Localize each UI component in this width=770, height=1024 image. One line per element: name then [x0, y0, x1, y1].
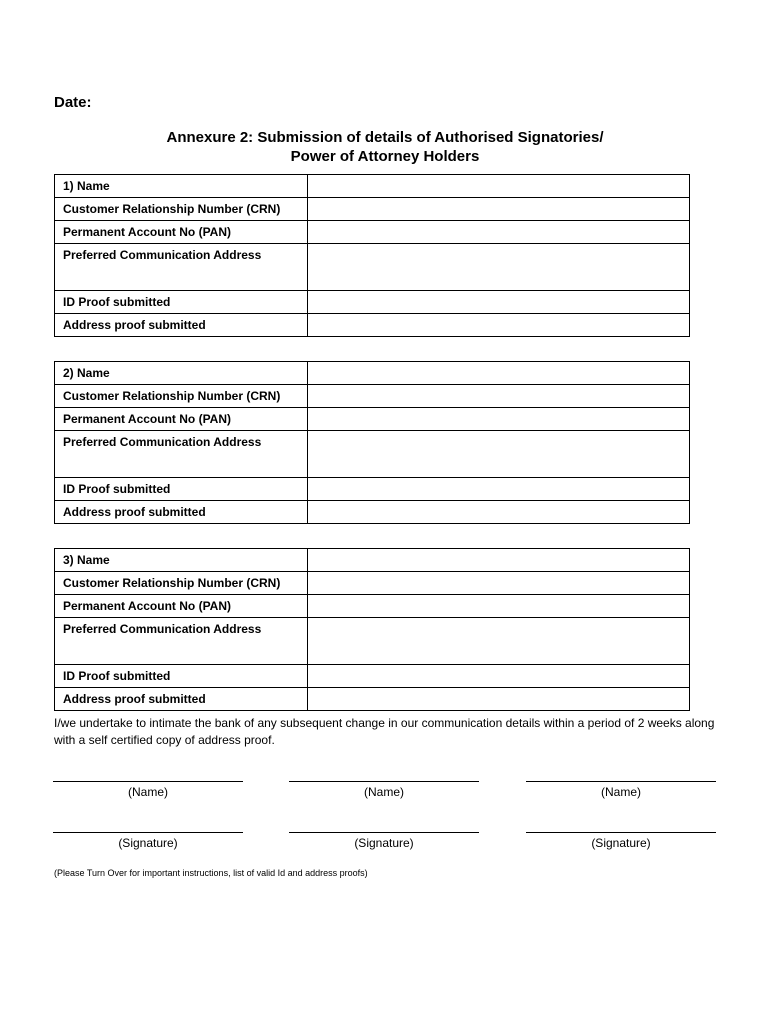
signature-line-3[interactable]: [526, 832, 716, 833]
date-label: Date:: [54, 94, 92, 111]
pan-field[interactable]: [308, 408, 690, 431]
pan-row: [55, 221, 690, 244]
crn-field[interactable]: [308, 198, 690, 221]
crn-label: Customer Relationship Number (CRN): [55, 385, 308, 408]
signatory-table-1: [54, 174, 690, 337]
signature-line-1[interactable]: [53, 832, 243, 833]
address-proof-field[interactable]: [308, 688, 690, 711]
id-proof-row: [55, 478, 690, 501]
page-title: [0, 128, 770, 166]
id-proof-field[interactable]: [308, 291, 690, 314]
pan-label: Permanent Account No (PAN): [55, 221, 308, 244]
crn-label: Customer Relationship Number (CRN): [55, 198, 308, 221]
address-proof-row: [55, 688, 690, 711]
id-proof-label: ID Proof submitted: [55, 291, 308, 314]
signatory-table-2: [54, 361, 690, 524]
signature-caption-2: (Signature): [354, 836, 414, 850]
address-proof-row: [55, 314, 690, 337]
name-caption-3: (Name): [600, 785, 641, 799]
address-proof-label: Address proof submitted: [55, 314, 308, 337]
id-proof-label: ID Proof submitted: [55, 478, 308, 501]
address-row: [55, 618, 690, 665]
signatory-table-3: [54, 548, 690, 711]
crn-label: Customer Relationship Number (CRN): [55, 572, 308, 595]
address-label: Preferred Communication Address: [55, 431, 308, 478]
name-caption-1: (Name): [127, 785, 168, 799]
id-proof-label: ID Proof submitted: [55, 665, 308, 688]
pan-row: [55, 595, 690, 618]
name-label: 1) Name: [55, 175, 308, 198]
id-proof-field[interactable]: [308, 665, 690, 688]
signature-caption-1: (Signature): [118, 836, 178, 850]
signature-caption-3: (Signature): [591, 836, 651, 850]
footnote: (Please Turn Over for important instructions, list of valid Id and address proofs): [54, 868, 368, 878]
name-line-3[interactable]: [526, 781, 716, 782]
signature-line-2[interactable]: [289, 832, 479, 833]
undertaking-text: I/we undertake to intimate the bank of any subsequent change in our communication details within a period of 2 weeks along with a self certified copy of address proof.: [54, 716, 715, 747]
pan-row: [55, 408, 690, 431]
name-line-1[interactable]: [53, 781, 243, 782]
crn-row: [55, 198, 690, 221]
pan-field[interactable]: [308, 595, 690, 618]
pan-field[interactable]: [308, 221, 690, 244]
id-proof-row: [55, 291, 690, 314]
crn-field[interactable]: [308, 385, 690, 408]
address-proof-row: [55, 501, 690, 524]
name-field[interactable]: [308, 175, 690, 198]
name-field[interactable]: [308, 362, 690, 385]
crn-row: [55, 385, 690, 408]
name-caption-2: (Name): [363, 785, 404, 799]
pan-label: Permanent Account No (PAN): [55, 408, 308, 431]
address-label: Preferred Communication Address: [55, 244, 308, 291]
title-line-1: Annexure 2: Submission of details of Authorised Signatories/: [166, 129, 604, 146]
address-label: Preferred Communication Address: [55, 618, 308, 665]
pan-label: Permanent Account No (PAN): [55, 595, 308, 618]
address-row: [55, 244, 690, 291]
name-row: [55, 175, 690, 198]
name-label: 2) Name: [55, 362, 308, 385]
address-proof-label: Address proof submitted: [55, 501, 308, 524]
crn-row: [55, 572, 690, 595]
address-proof-label: Address proof submitted: [55, 688, 308, 711]
id-proof-row: [55, 665, 690, 688]
address-field[interactable]: [308, 618, 690, 665]
name-label: 3) Name: [55, 549, 308, 572]
title-line-2: Power of Attorney Holders: [290, 148, 480, 165]
address-field[interactable]: [308, 431, 690, 478]
address-proof-field[interactable]: [308, 314, 690, 337]
address-row: [55, 431, 690, 478]
name-row: [55, 362, 690, 385]
name-row: [55, 549, 690, 572]
crn-field[interactable]: [308, 572, 690, 595]
name-field[interactable]: [308, 549, 690, 572]
id-proof-field[interactable]: [308, 478, 690, 501]
name-line-2[interactable]: [289, 781, 479, 782]
address-field[interactable]: [308, 244, 690, 291]
address-proof-field[interactable]: [308, 501, 690, 524]
